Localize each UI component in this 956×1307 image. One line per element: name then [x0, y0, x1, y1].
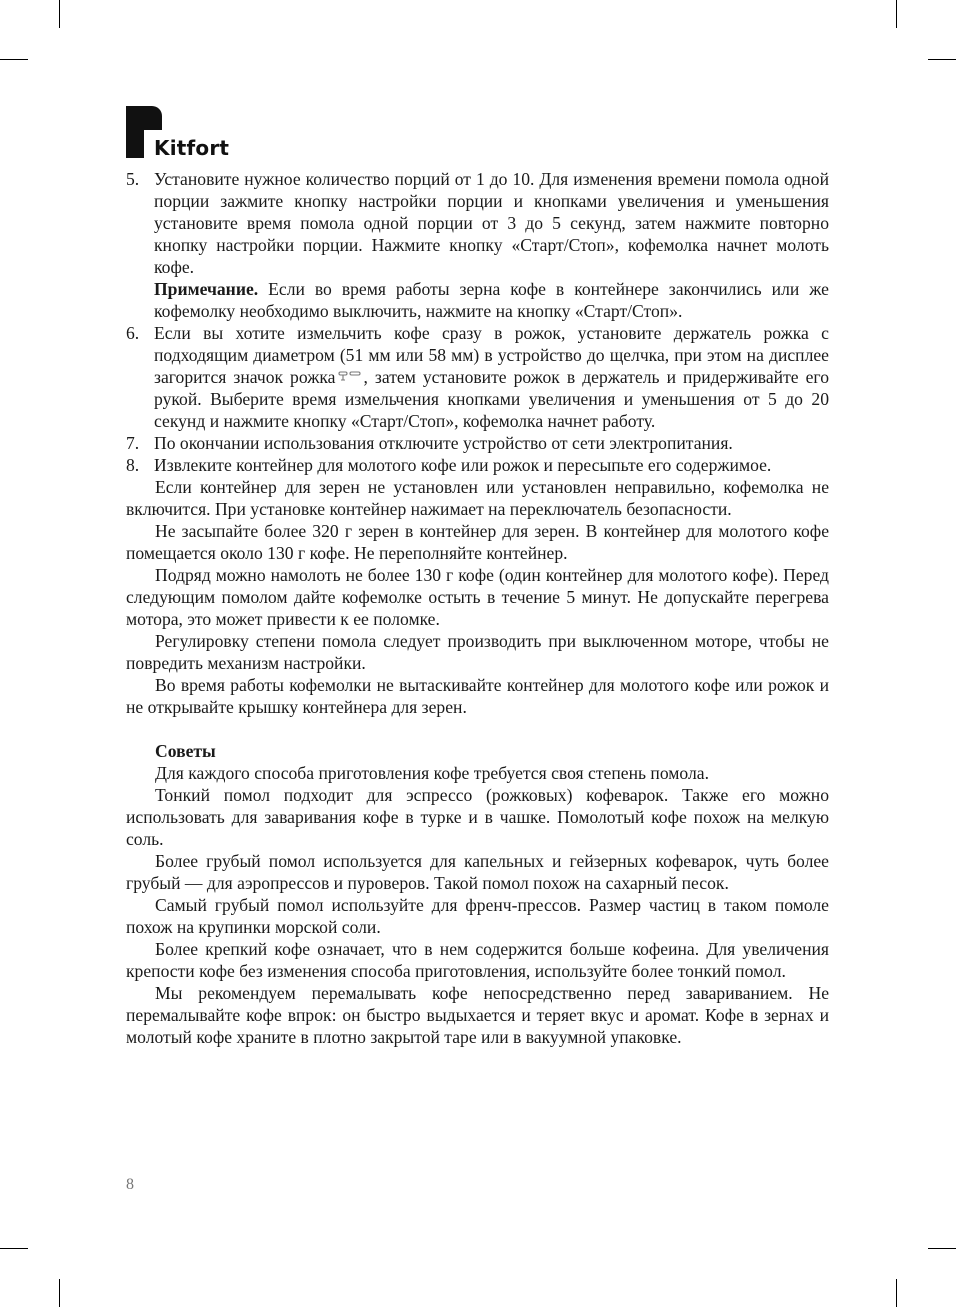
- list-text-part: Если вы хотите измельчить кофе сразу в рожок, установите держатель рожка с подходящим диаметром (51 мм или 58 мм) в устройство до щелчка, при этом на дисплее загорится значок рожка: [154, 323, 829, 387]
- list-item: [126, 432, 829, 454]
- list-text-part: , затем установите рожок в держатель и придерживайте его рукой. Выберите время измельчения кнопками увеличения и уменьшения от 5 до 20 секунд и нажмите кнопку «Старт/Стоп», кофемолка начнет работу.: [154, 367, 829, 431]
- list-number: 8.: [126, 455, 140, 475]
- paragraph: Если контейнер для зерен не установлен или установлен неправильно, кофемолка не включится. При установке контейнер нажимает на переключатель безопасности.: [126, 477, 829, 519]
- crop-mark: [0, 59, 28, 60]
- crop-mark: [896, 0, 897, 28]
- crop-mark: [928, 1248, 956, 1249]
- list-number: 5.: [126, 169, 140, 189]
- list-item: [126, 454, 829, 476]
- note-text: Если во время работы зерна кофе в контейнере закончились или же кофемолку необходимо выключить, нажмите на кнопку «Старт/Стоп».: [154, 279, 829, 321]
- page-number: 8: [126, 1176, 134, 1193]
- paragraph: Более грубый помол используется для капельных и гейзерных кофеварок, чуть более грубый — для аэропрессов и пуроверов. Такой помол похож на сахарный песок.: [126, 851, 829, 893]
- portafilter-icon: [336, 370, 362, 384]
- note-label: Примечание.: [154, 279, 259, 299]
- list-number: 6.: [126, 323, 140, 343]
- crop-mark: [896, 1279, 897, 1307]
- paragraph: Более крепкий кофе означает, что в нем содержится больше кофеина. Для увеличения крепости кофе без изменения способа приготовления, используйте более тонкий помол.: [126, 939, 829, 981]
- page-content: [126, 168, 829, 1048]
- crop-mark: [59, 1279, 60, 1307]
- list-text: По окончании использования отключите устройство от сети электропитания.: [154, 433, 733, 453]
- paragraph: Регулировку степени помола следует производить при выключенном моторе, чтобы не повредить механизм настройки.: [126, 631, 829, 673]
- section-heading: Советы: [155, 741, 216, 761]
- paragraph: Тонкий помол подходит для эспрессо (рожковых) кофеварок. Также его можно использовать для заваривания кофе в турке и в чашке. Помолотый кофе похож на мелкую соль.: [126, 785, 829, 849]
- paragraph: Мы рекомендуем перемалывать кофе непосредственно перед завариванием. Не перемалывайте кофе впрок: он быстро выдыхается и теряет вкус и аромат. Кофе в зернах и молотый кофе храните в плотно закрытой таре или в вакуумной упаковке.: [126, 983, 829, 1047]
- list-text: Установите нужное количество порций от 1 до 10. Для изменения времени помола одной порции зажмите кнопку настройки порции и кнопками увеличения и уменьшения установите время помола одной порции от 3 до 5 секунд, затем нажмите повторно кнопку настройки порции. Нажмите кнопку «Старт/Стоп», кофемолка начнет молоть кофе.: [154, 169, 829, 277]
- brand-logo: [126, 106, 266, 158]
- paragraph: Во время работы кофемолки не вытаскивайте контейнер для молотого кофе или рожок и не открывайте крышку контейнера для зерен.: [126, 675, 829, 717]
- list-item: [126, 168, 829, 278]
- list-text: [154, 322, 829, 432]
- crop-mark: [0, 1248, 28, 1249]
- list-item: [126, 322, 829, 432]
- paragraph: Самый грубый помол используйте для френч-прессов. Размер частиц в таком помоле похож на крупинки морской соли.: [126, 895, 829, 937]
- brand-name: Kitfort: [154, 136, 230, 160]
- crop-mark: [59, 0, 60, 28]
- list-number: 7.: [126, 433, 140, 453]
- list-text: Извлеките контейнер для молотого кофе или рожок и пересыпьте его содержимое.: [154, 455, 772, 475]
- paragraph: Подряд можно намолоть не более 130 г кофе (один контейнер для молотого кофе). Перед следующим помолом дайте кофемолке остыть в течение 5 минут. Не допускайте перегрева мотора, это может привести к ее поломке.: [126, 565, 829, 629]
- paragraph: Для каждого способа приготовления кофе требуется своя степень помола.: [155, 763, 709, 783]
- crop-mark: [928, 59, 956, 60]
- note: [154, 278, 829, 322]
- paragraph: Не засыпайте более 320 г зерен в контейнер для зерен. В контейнер для молотого кофе помещается около 130 г кофе. Не переполняйте контейнер.: [126, 521, 829, 563]
